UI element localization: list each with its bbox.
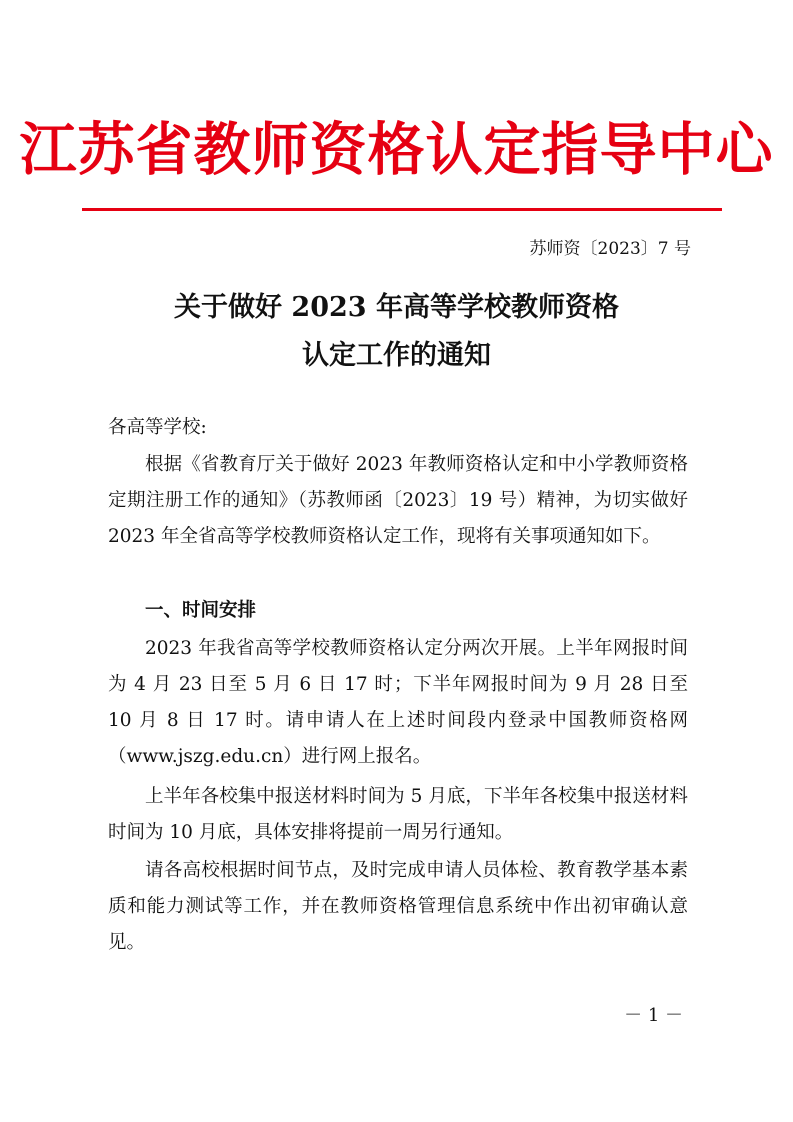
page-number: － 1 － (624, 1005, 683, 1026)
document-title-line-2: 认定工作的通知 (302, 340, 491, 371)
header-red-rule (82, 208, 722, 211)
schedule-paragraph-1: 2023 年我省高等学校教师资格认定分两次开展。上半年网报时间为 4 月 23 日至 5 月 6 日 17 时；下半年网报时间为 9 月 28 日至 10 月 8 日 17 时。请申请人在上述时间段内登录中国教师资格网（www.jszg.edu.cn）进行网上报名。 (108, 638, 688, 767)
schedule-paragraph-2: 上半年各校集中报送材料时间为 5 月底，下半年各校集中报送材料时间为 10 月底，具体安排将提前一周另行通知。 (108, 786, 688, 843)
intro-paragraph: 根据《省教育厅关于做好 2023 年教师资格认定和中小学教师资格定期注册工作的通知》（苏教师函〔2023〕19 号）精神，为切实做好 2023 年全省高等学校教师资格认定工作，现将有关事项通知如下。 (108, 454, 688, 547)
schedule-paragraph-3: 请各高校根据时间节点，及时完成申请人员体检、教育教学基本素质和能力测试等工作，并在教师资格管理信息系统中作出初审确认意见。 (108, 860, 688, 953)
document-title-line-1: 关于做好 2023 年高等学校教师资格 (174, 292, 619, 323)
section-heading-schedule: 一、时间安排 (145, 600, 257, 621)
addressee: 各高等学校: (108, 417, 207, 438)
issuing-organization-title: 江苏省教师资格认定指导中心 (19, 116, 774, 183)
document-number: 苏师资〔2023〕7 号 (529, 239, 691, 259)
